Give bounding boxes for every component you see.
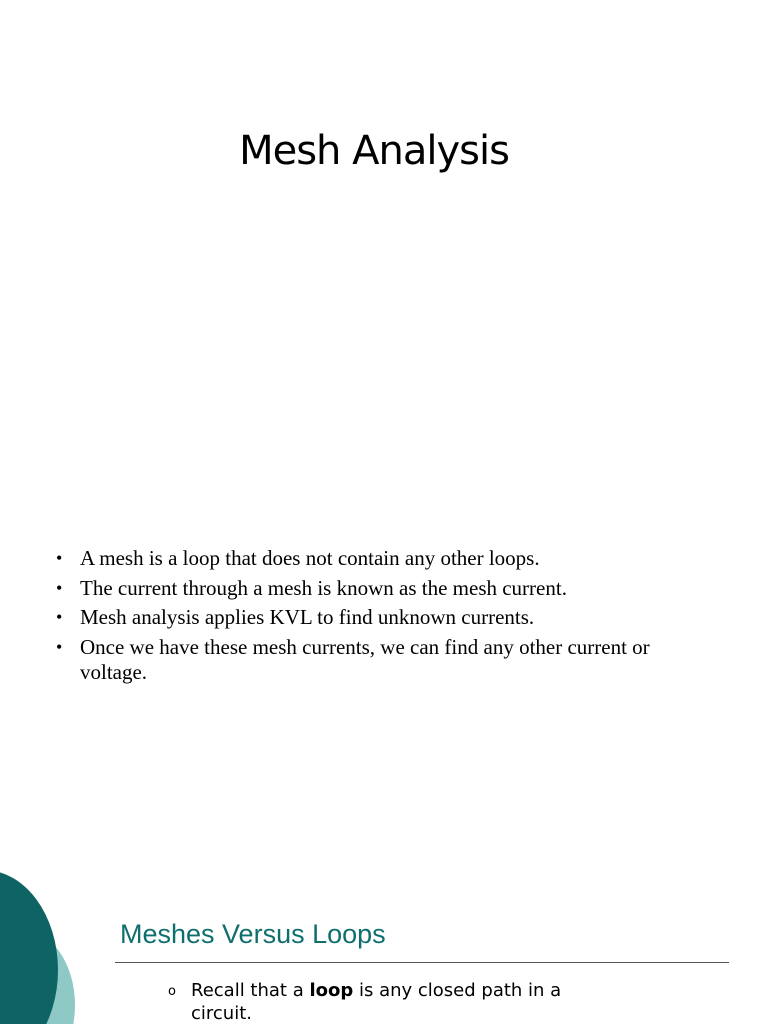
sub-bullet-item [168,979,608,1024]
text-after: is any closed path in a circuit. [191,980,562,1024]
decorative-circle-dark [0,870,58,1024]
hollow-circle-bullet-icon: o [168,984,176,999]
bullet-text: The current through a mesh is known as the mesh current. [80,575,567,600]
bullet-marker: • [56,548,63,568]
bullet-marker: • [56,577,63,598]
bullet-text: A mesh is a loop that does not contain any other loops. [80,546,540,570]
bullet-text: Mesh analysis applies KVL to find unknown currents. [80,605,535,629]
list-item [56,605,706,630]
slide-title: Mesh Analysis [239,128,509,174]
sub-bullet-text [168,979,608,1024]
text-before: Recall that a [191,980,310,1001]
bullet-list [56,546,706,689]
bold-term: loop [309,980,354,1001]
title-divider [115,962,729,963]
list-item [56,635,706,685]
list-item [56,576,706,601]
bullet-text: Once we have these mesh currents, we can find any other current or voltage. [80,634,650,684]
list-item [56,546,706,571]
section-title: Meshes Versus Loops [120,919,386,949]
bullet-marker: • [56,636,63,657]
bullet-marker: • [56,607,63,627]
